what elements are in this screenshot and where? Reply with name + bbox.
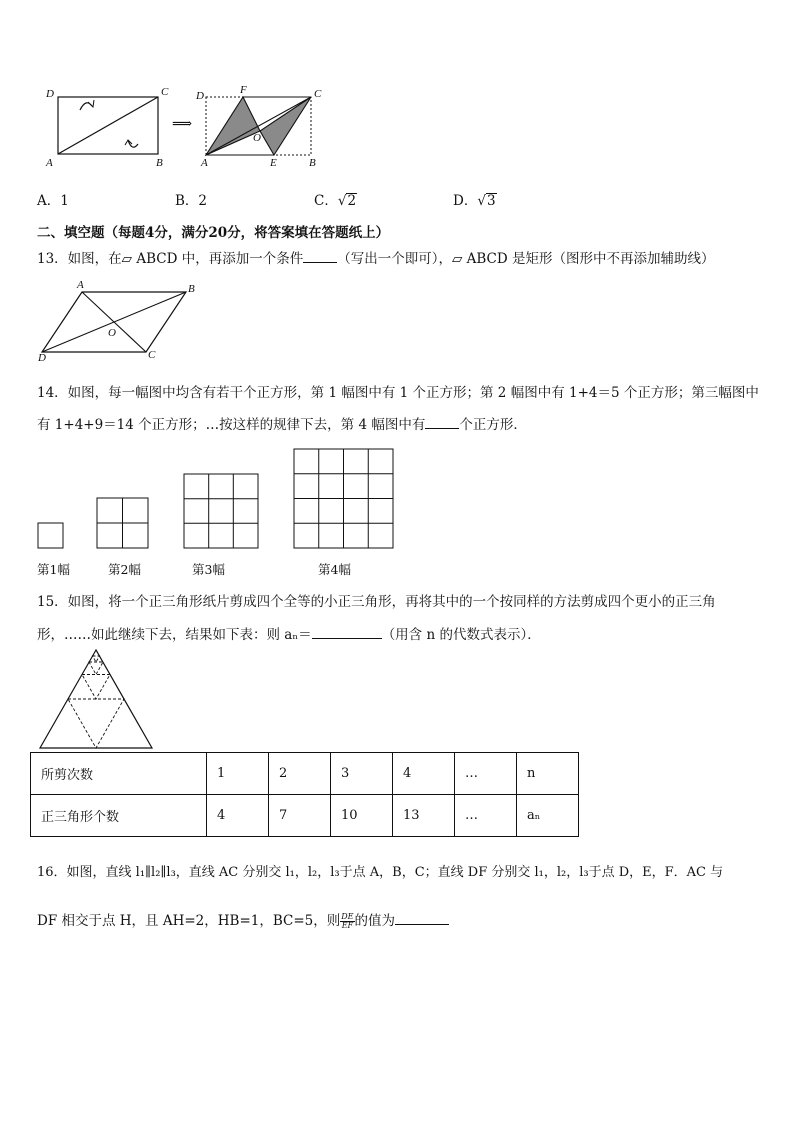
- q12-label-D2: D: [196, 90, 204, 102]
- q12-label-A2: A: [201, 157, 208, 169]
- q15-line1: 15．如图，将一个正三角形纸片剪成四个全等的小正三角形，再将其中的一个按同样的方法剪成四个更小的正三角: [37, 594, 716, 610]
- q13-label-B: B: [188, 283, 195, 295]
- q15-line2: 形，……如此继续下去，结果如下表：则 aₙ＝ （用含 n 的代数式表示）．: [37, 624, 541, 644]
- table-cell: 1: [207, 753, 269, 795]
- table-row: [31, 753, 579, 795]
- q12-label-E: E: [270, 157, 277, 169]
- q16-line1: 16．如图，直线 l₁∥l₂∥l₃，直线 AC 分别交 l₁，l₂，l₃于点 A，B，C；直线 DF 分别交 l₁，l₂，l₃于点 D，E，F．AC 与: [37, 865, 724, 880]
- q12-label-C2: C: [314, 88, 322, 100]
- table-cell: …: [455, 795, 517, 837]
- q15-table: [30, 752, 579, 837]
- q13-label-C: C: [148, 349, 156, 361]
- q12-label-B2: B: [309, 157, 316, 169]
- table-cell: 13: [393, 795, 455, 837]
- q13-label-A: A: [77, 279, 84, 291]
- q12-label-A: A: [46, 157, 53, 169]
- q12-label-O: O: [253, 132, 261, 144]
- q16-line2: DF 相交于点 H，且 AH=2，HB=1，BC=5，则 $\frac{DE}{EF}$的值为: [37, 910, 449, 930]
- table-cell: 7: [269, 795, 331, 837]
- q16-answer-blank[interactable]: [395, 910, 449, 925]
- q12-option-a[interactable]: A．1: [37, 193, 69, 209]
- table-cell: 正三角形个数: [31, 795, 207, 837]
- q12-option-d[interactable]: D．√3: [453, 193, 496, 209]
- table-cell: …: [455, 753, 517, 795]
- q12-label-D: D: [46, 88, 54, 100]
- q12-transform-arrow: ⟹: [172, 116, 193, 132]
- table-cell: 3: [331, 753, 393, 795]
- table-cell: n: [517, 753, 579, 795]
- table-cell: 所剪次数: [31, 753, 207, 795]
- q12-label-F: F: [240, 84, 247, 96]
- q14-caption-4: 第4幅: [318, 562, 351, 577]
- q13-label-D: D: [38, 352, 46, 364]
- q13-question: 13．如图，在▱ ABCD 中，再添加一个条件 （写出一个即可），▱ ABCD 是矩形（图形中不再添加辅助线）: [37, 248, 715, 268]
- table-cell: 4: [393, 753, 455, 795]
- q14-line2: 有 1+4+9＝14 个正方形；…按这样的规律下去，第 4 幅图中有 个正方形．: [37, 414, 527, 434]
- table-cell: 4: [207, 795, 269, 837]
- q12-option-b[interactable]: B．2: [175, 193, 208, 209]
- table-cell: aₙ: [517, 795, 579, 837]
- section-title: 二、填空题（每题4分，满分20分，将答案填在答题纸上）: [37, 225, 390, 241]
- q14-caption-1: 第1幅: [37, 562, 70, 577]
- table-row: [31, 795, 579, 837]
- q12-label-C: C: [161, 86, 169, 98]
- q12-label-B: B: [156, 157, 163, 169]
- table-cell: 2: [269, 753, 331, 795]
- q14-caption-2: 第2幅: [108, 562, 141, 577]
- q12-option-c[interactable]: C．√2: [314, 193, 357, 209]
- q16-fraction: $\frac{DE}{EF}$: [341, 912, 354, 930]
- table-cell: 10: [331, 795, 393, 837]
- q14-caption-3: 第3幅: [192, 562, 225, 577]
- q14-line1: 14．如图，每一幅图中均含有若干个正方形，第 1 幅图中有 1 个正方形；第 2 幅图中有 1+4＝5 个正方形；第三幅图中: [37, 385, 759, 401]
- q13-label-O: O: [108, 327, 116, 339]
